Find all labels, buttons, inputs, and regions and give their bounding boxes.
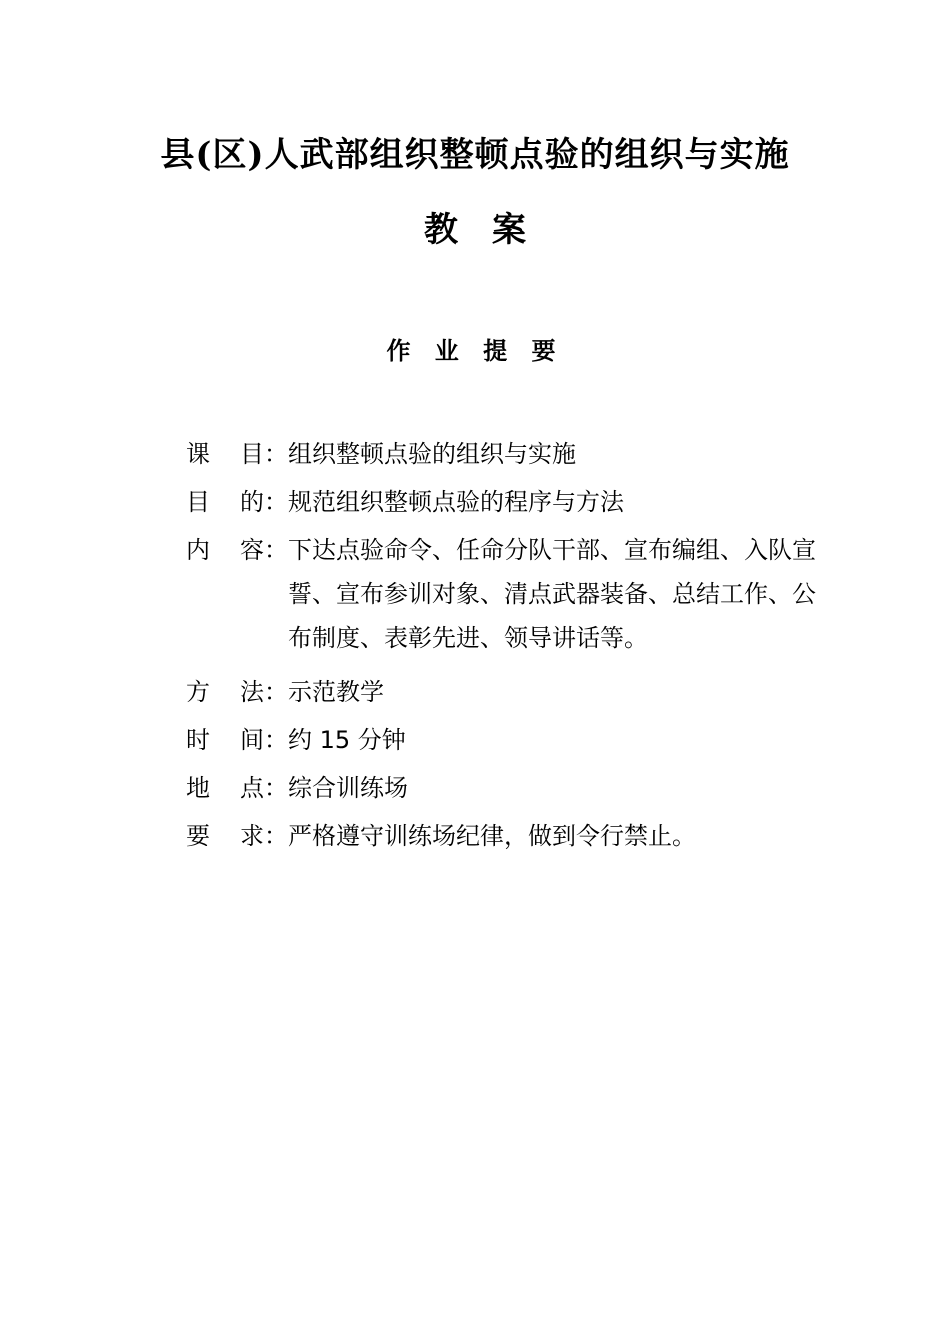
info-value-location: 综合训练场 xyxy=(288,774,408,802)
info-label: 目 的： xyxy=(186,488,288,516)
info-list xyxy=(186,432,826,862)
info-label: 课 目： xyxy=(186,440,288,468)
info-label: 要 求： xyxy=(186,822,288,850)
info-label: 方 法： xyxy=(186,678,288,706)
info-row-subject xyxy=(186,432,826,476)
info-row-requirement xyxy=(186,814,826,858)
info-row-location xyxy=(186,766,826,810)
info-value-subject: 组织整顿点验的组织与实施 xyxy=(288,440,576,468)
info-row-content xyxy=(186,528,826,660)
info-label: 内 容： xyxy=(186,536,288,564)
info-value-content: 下达点验命令、任命分队干部、宣布编组、入队宣誓、宣布参训对象、清点武器装备、总结工作、公布制度、表彰先进、领导讲话等。 xyxy=(288,536,816,652)
document-subtitle: 教 案 xyxy=(424,210,526,250)
info-row-method xyxy=(186,670,826,714)
info-value-method: 示范教学 xyxy=(288,678,384,706)
info-row-purpose xyxy=(186,480,826,524)
info-label: 时 间： xyxy=(186,726,288,754)
info-value-time: 约 15 分钟 xyxy=(288,726,406,754)
section-heading: 作 业 提 要 xyxy=(386,337,564,365)
info-value-purpose: 规范组织整顿点验的程序与方法 xyxy=(288,488,624,516)
info-value-requirement: 严格遵守训练场纪律，做到令行禁止。 xyxy=(288,822,696,850)
info-label: 地 点： xyxy=(186,774,288,802)
info-row-time xyxy=(186,718,826,762)
document-title: 县(区)人武部组织整顿点验的组织与实施 xyxy=(160,135,790,175)
